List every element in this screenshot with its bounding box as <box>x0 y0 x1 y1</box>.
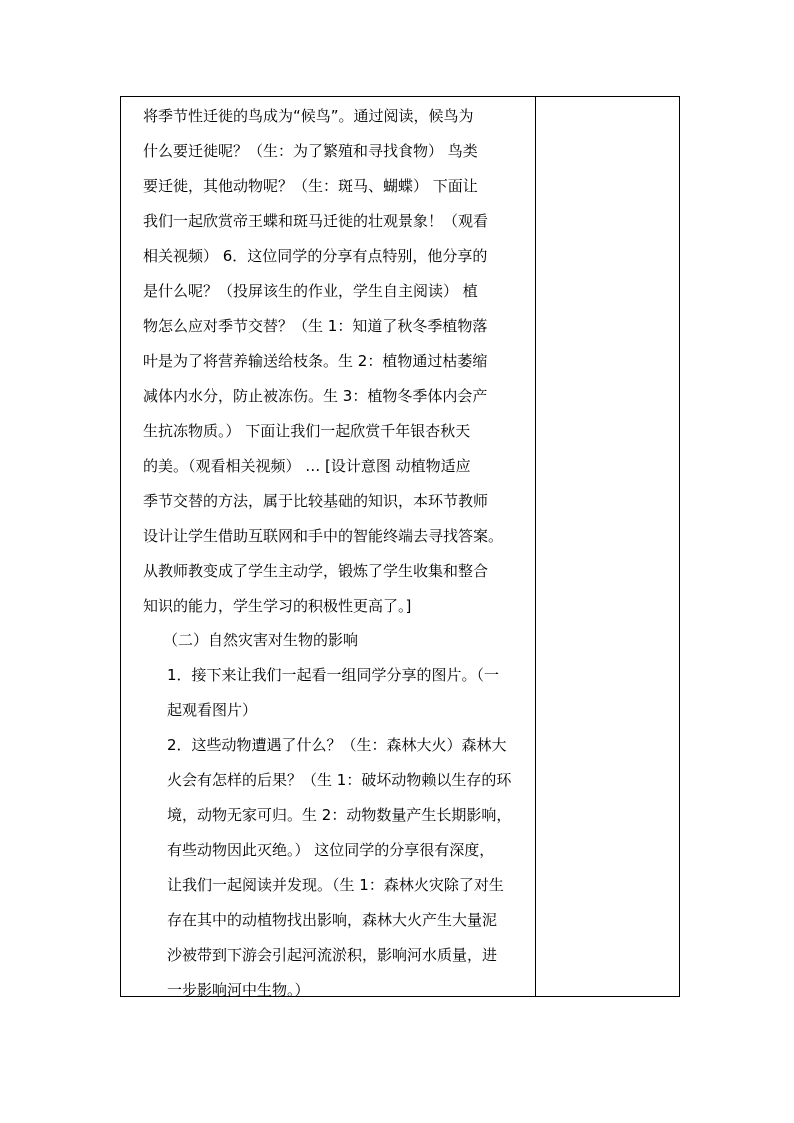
text-line: 存在其中的动植物找出影响，森林大火产生大量泥 <box>167 911 498 929</box>
text-line: 将季节性迁徙的鸟成为“候鸟”。通过阅读，候鸟为 <box>143 107 474 125</box>
text-line: 的美。（观看相关视频） … [设计意图 动植物适应 <box>143 457 471 475</box>
text-line: 季节交替的方法，属于比较基础的知识，本环节教师 <box>143 492 489 510</box>
text-line: 火会有怎样的后果？（生 1：破坏动物赖以生存的环 <box>167 771 512 789</box>
text-line: 我们一起欣赏帝王蝶和斑马迁徙的壮观景象！（观看 <box>143 212 489 230</box>
content-cell <box>121 97 535 999</box>
text-line: 沙被带到下游会引起河流淤积，影响河水质量，进 <box>167 946 498 964</box>
text-line: 知识的能力，学生学习的积极性更高了。] <box>143 597 412 615</box>
text-line: 一步影响河中生物。） <box>167 981 310 999</box>
text-line: 生抗冻物质。） 下面让我们一起欣赏千年银杏秋天 <box>143 422 471 440</box>
text-line: 设计让学生借助互联网和手中的智能终端去寻找答案。 <box>143 527 504 545</box>
text-line: 物怎么应对季节交替？（生 1：知道了秋冬季植物落 <box>143 317 488 335</box>
lesson-table <box>120 96 680 997</box>
text-line: 境，动物无家可归。生 2：动物数量产生长期影响， <box>167 806 512 824</box>
text-line: 什么要迁徙呢？（生：为了繁殖和寻找食物） 鸟类 <box>143 142 478 160</box>
section-heading: （二）自然灾害对生物的影响 <box>163 631 359 649</box>
text-line: 叶是为了将营养输送给枝条。生 2：植物通过枯萎缩 <box>143 352 488 370</box>
text-line: 减体内水分，防止被冻伤。生 3：植物冬季体内会产 <box>143 387 488 405</box>
text-line: 要迁徙，其他动物呢？（生：斑马、蝴蝶） 下面让 <box>143 177 478 195</box>
text-line: 1．接下来让我们一起看一组同学分享的图片。（一 <box>167 666 500 684</box>
text-line: 从教师教变成了学生主动学，锻炼了学生收集和整合 <box>143 562 489 580</box>
text-line: 是什么呢？（投屏该生的作业，学生自主阅读） 植 <box>143 282 478 300</box>
text-line: 有些动物因此灭绝。） 这位同学的分享很有深度， <box>167 841 495 859</box>
text-line: 让我们一起阅读并发现。（生 1：森林火灾除了对生 <box>167 876 504 894</box>
text-line: 起观看图片） <box>167 701 258 719</box>
text-line: 2．这些动物遭遇了什么？（生：森林大火）森林大 <box>167 736 507 754</box>
notes-cell <box>536 97 679 996</box>
text-line: 相关视频） 6．这位同学的分享有点特别，他分享的 <box>143 247 488 265</box>
